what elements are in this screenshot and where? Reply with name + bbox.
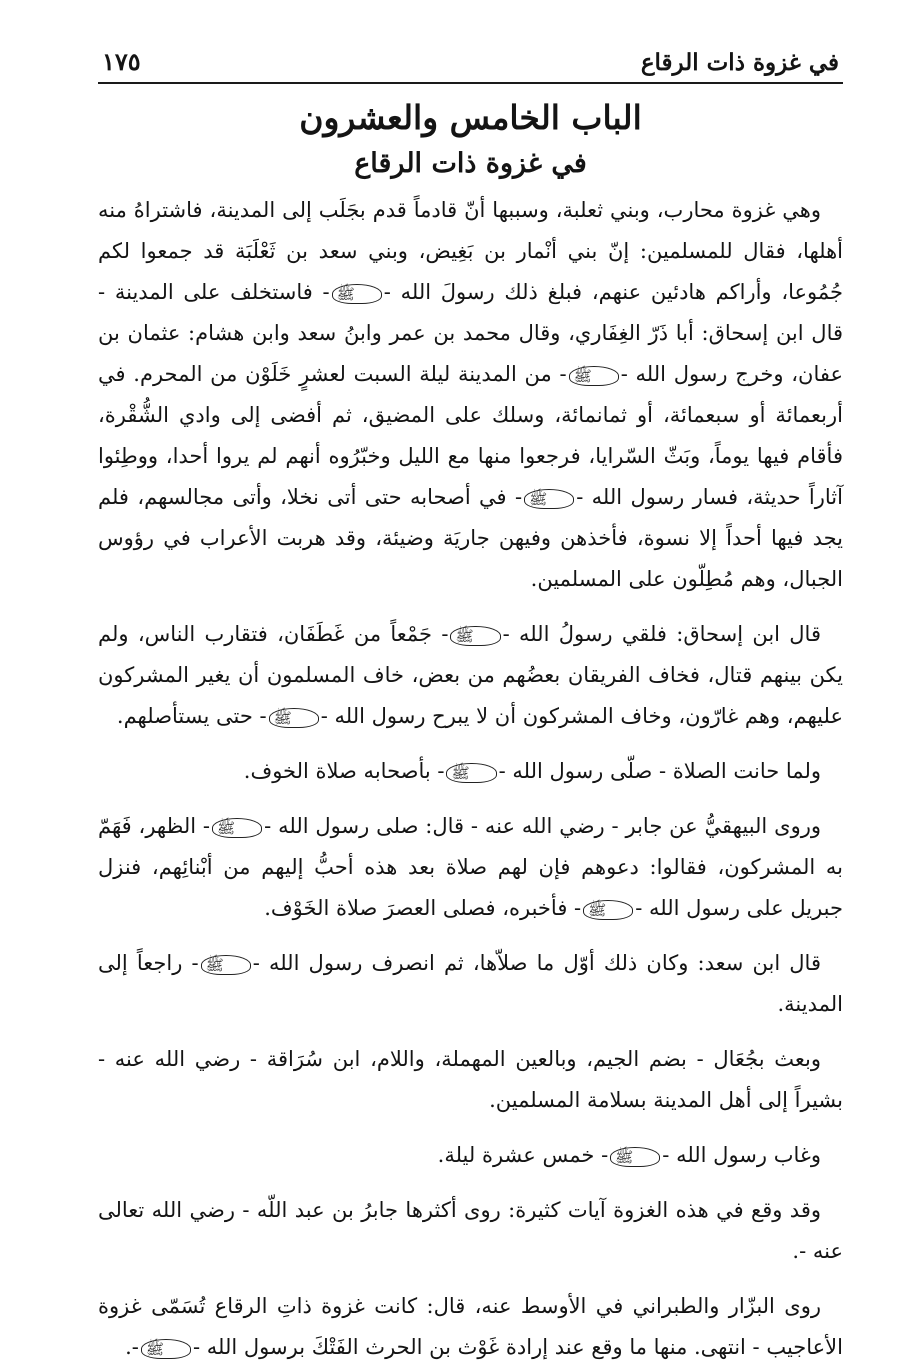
paragraph-text: - فاستخلف على المدينة - قال ابن إسحاق: أبا ذَرّ الغِفَاري، وقال محمد بن عمر وابنُ سعد وابن هشام: عثمان بن عفان، وخرج رسول الله - — [98, 280, 843, 386]
chapter-title: الباب الخامس والعشرون — [299, 98, 642, 137]
pbuh-honorific-icon: ﷺ — [610, 1147, 660, 1167]
pbuh-honorific-icon: ﷺ — [201, 955, 251, 975]
paragraph — [98, 1190, 843, 1272]
paragraph — [98, 806, 843, 929]
pbuh-honorific-icon: ﷺ — [446, 763, 496, 783]
paragraph-text: - في أصحابه حتى أتى نخلا، وأتى مجالسهم، فلم يجد فيها أحداً إلا نسوة، فأخذهن وفيهن جاريَة وضيئة، وقد هربت الأعراب في رؤوس الجبال، وهم مُطِلّون على المسلمين. — [98, 485, 843, 591]
body-text — [98, 190, 843, 1368]
paragraph — [98, 614, 843, 737]
pbuh-honorific-icon: ﷺ — [450, 626, 500, 646]
pbuh-honorific-icon: ﷺ — [524, 489, 574, 509]
paragraph — [98, 943, 843, 1025]
paragraph-text: روى البزّار والطبراني في الأوسط عنه، قال: كانت غزوة ذاتِ الرقاع تُسَمّى غزوة الأعاجيب - انتهى. منها ما وقع عند إرادة غَوْث بن الحرث الفَتْكَ برسول الله - — [98, 1294, 843, 1359]
running-header — [98, 40, 843, 84]
paragraph-text: - راجعاً إلى المدينة. — [98, 951, 843, 1016]
paragraph-text: وروى البيهقيُّ عن جابر - رضي الله عنه - قال: صلى رسول الله - — [264, 814, 821, 838]
pbuh-honorific-icon: ﷺ — [212, 818, 262, 838]
paragraph-text: قال ابن سعد: وكان ذلك أوّل ما صلاّها، ثم انصرف رسول الله - — [252, 951, 821, 975]
pbuh-honorific-icon: ﷺ — [583, 900, 633, 920]
paragraph — [98, 1286, 843, 1368]
paragraph-text: وقد وقع في هذه الغزوة آيات كثيرة: روى أكثرها جابرُ بن عبد اللّه - رضي الله تعالى عنه -. — [98, 1198, 843, 1263]
paragraph-text: - فأخبره، فصلى العصرَ صلاة الخَوْف. — [264, 896, 582, 920]
paragraph — [98, 751, 843, 792]
pbuh-honorific-icon: ﷺ — [332, 284, 382, 304]
paragraph-text: - بأصحابه صلاة الخوف. — [243, 759, 445, 783]
pbuh-honorific-icon: ﷺ — [141, 1339, 191, 1359]
paragraph-text: - الظهر، فَهَمّ به المشركون، فقالوا: دعوهم فإن لهم صلاة بعد هذه أحبُّ إليهم من أبْنائِهم، فنزل جبريل على رسول الله - — [98, 814, 843, 920]
paragraph-text: وغاب رسول الله - — [662, 1143, 821, 1167]
chapter-subtitle: في غزوة ذات الرقاع — [354, 148, 587, 179]
paragraph-text: - من المدينة ليلة السبت لعشرٍ خَلَوْن من المحرم. في أربعمائة أو سبعمائة، أو ثمانمائة، وسلك على المضيق، ثم أفضى إلى وادي الشُّقْرة، فأقام فيها يوماً، وبَثّ السّرايا، فرجعوا منها مع الليل وخبّرُوه أنهم لم يروا أحدا، ووطِئوا آثاراً حديثة، فسار رسول الله - — [98, 362, 843, 509]
pbuh-honorific-icon: ﷺ — [569, 366, 619, 386]
running-title: في غزوة ذات الرقاع — [640, 49, 839, 76]
paragraph-text: - خمس عشرة ليلة. — [437, 1143, 609, 1167]
page-number: ١٧٥ — [102, 47, 141, 76]
pbuh-honorific-icon: ﷺ — [269, 708, 319, 728]
paragraph — [98, 1039, 843, 1121]
paragraph-text: وهي غزوة محارب، وبني ثعلبة، وسببها أنّ قادماً قدم بجَلَب إلى المدينة، فاشتراهُ منه أهلها، فقال للمسلمين: إنّ بني أنْمار بن بَغِيض، وبني سعد بن ثَعْلَبَة قد جمعوا لكم جُمُوعا، وأراكم هادئين عنهم، فبلغ ذلك رسولَ الله - — [98, 198, 843, 304]
paragraph — [98, 190, 843, 600]
paragraph — [98, 1135, 843, 1176]
paragraph-text: - جَمْعاً من غَطَفَان، فتقارب الناس، ولم يكن بينهم قتال، فخاف الفريقان بعضُهم من بعض، خاف المسلمون أن يغير المشركون عليهم، وهم غارّون، وخاف المشركون أن لا يبرح رسول الله - — [98, 622, 843, 728]
paragraph-text: - حتى يستأصلهم. — [116, 704, 267, 728]
paragraph-text: وبعث بجُعَال - بضم الجيم، وبالعين المهملة، واللام، ابن سُرَاقة - رضي الله عنه - بشيراً إلى أهل المدينة بسلامة المسلمين. — [98, 1047, 843, 1112]
paragraph-text: ولما حانت الصلاة - صلّى رسول الله - — [498, 759, 821, 783]
paragraph-text: -. — [125, 1335, 139, 1359]
paragraph-text: قال ابن إسحاق: فلقي رسولُ الله - — [502, 622, 821, 646]
